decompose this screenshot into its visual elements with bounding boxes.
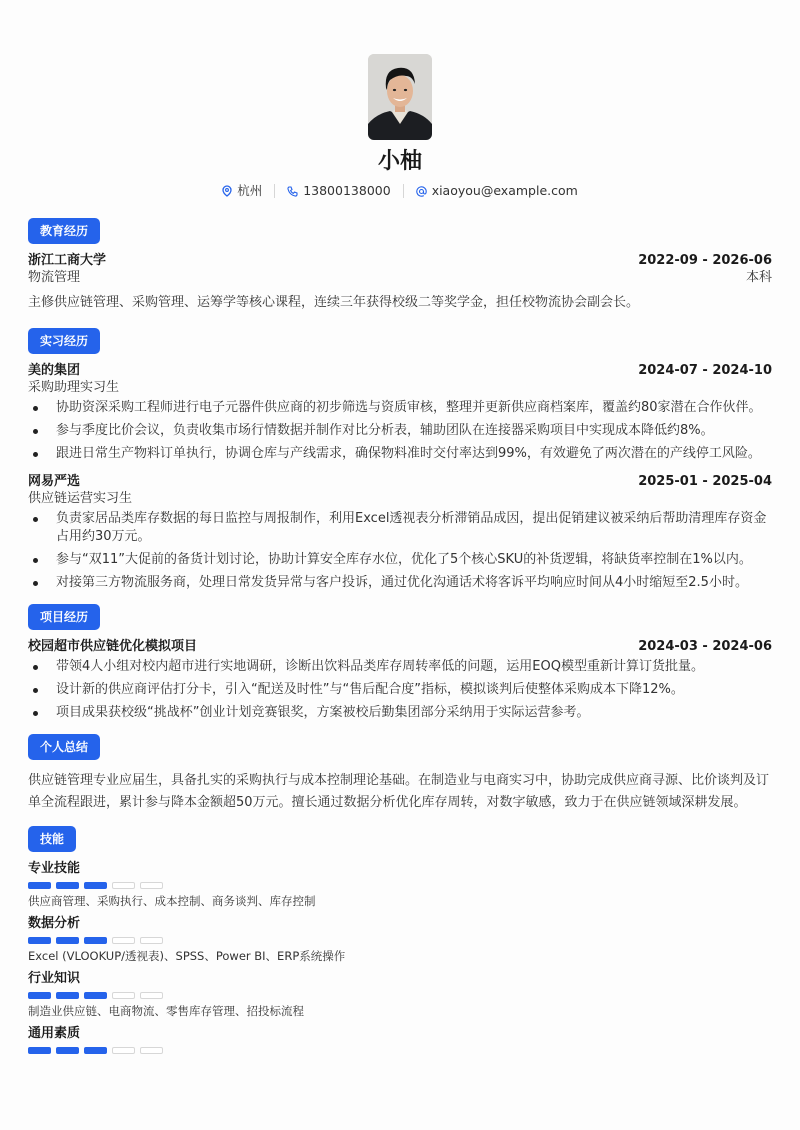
summary-section bbox=[28, 734, 772, 814]
level-bar-empty bbox=[112, 882, 135, 889]
section-heading-project: 项目经历 bbox=[28, 604, 100, 630]
company-name: 网易严选 bbox=[28, 474, 81, 489]
achievement-list bbox=[28, 510, 772, 592]
level-bar-filled bbox=[84, 992, 107, 999]
internship-date: 2025-01 - 2025-04 bbox=[638, 474, 772, 489]
phone-text: 13800138000 bbox=[303, 183, 391, 198]
project-entry bbox=[28, 638, 772, 722]
level-bar-filled bbox=[84, 1047, 107, 1054]
education-description: 主修供应链管理、采购管理、运筹学等核心课程，连续三年获得校级二等奖学金，担任校物流协会副会长。 bbox=[28, 295, 640, 310]
section-heading-summary: 个人总结 bbox=[28, 734, 100, 760]
skill-name: 数据分析 bbox=[28, 916, 81, 931]
level-bar-filled bbox=[56, 1047, 79, 1054]
achievement-list bbox=[28, 658, 772, 722]
skill-description: 供应商管理、采购执行、成本控制、商务谈判、库存控制 bbox=[28, 894, 316, 908]
phone-icon bbox=[287, 186, 298, 197]
section-heading-internship: 实习经历 bbox=[28, 328, 100, 354]
level-bar-filled bbox=[28, 937, 51, 944]
achievement-item: 协助资深采购工程师进行电子元器件供应商的初步筛选与资质审核，整理并更新供应商档案库，覆盖约80家潜在合作伙伴。 bbox=[28, 399, 772, 417]
skill-level-bars bbox=[28, 992, 772, 999]
skill-name: 专业技能 bbox=[28, 861, 81, 876]
level-bar-filled bbox=[56, 937, 79, 944]
achievement-item: 参与“双11”大促前的备货计划讨论，协助计算安全库存水位，优化了5个核心SKU的补货逻辑，将缺货率控制在1%以内。 bbox=[28, 551, 772, 569]
candidate-name: 小柚 bbox=[377, 149, 422, 174]
skill-group bbox=[28, 970, 772, 1019]
achievement-item: 参与季度比价会议，负责收集市场行情数据并制作对比分析表，辅助团队在连接器采购项目中实现成本降低约8%。 bbox=[28, 422, 772, 440]
education-date: 2022-09 - 2026-06 bbox=[638, 253, 772, 268]
contact-email[interactable] bbox=[416, 183, 578, 199]
skill-level-bars bbox=[28, 1047, 772, 1054]
skill-group bbox=[28, 1025, 772, 1054]
level-bar-filled bbox=[84, 937, 107, 944]
company-name: 美的集团 bbox=[28, 363, 81, 378]
level-bar-empty bbox=[140, 882, 163, 889]
skill-name: 行业知识 bbox=[28, 971, 81, 986]
at-sign-icon bbox=[416, 186, 427, 197]
achievement-item: 对接第三方物流服务商，处理日常发货异常与客户投诉，通过优化沟通话术将客诉平均响应时间从4小时缩短至2.5小时。 bbox=[28, 574, 772, 592]
section-heading-skills: 技能 bbox=[28, 826, 76, 852]
achievement-item: 负责家居品类库存数据的每日监控与周报制作，利用Excel透视表分析滞销品成因，提出促销建议被采纳后帮助清理库存资金占用约30万元。 bbox=[28, 510, 772, 546]
skills-section bbox=[28, 826, 772, 1054]
project-section bbox=[28, 604, 772, 722]
job-role: 供应链运营实习生 bbox=[28, 491, 133, 506]
education-entry bbox=[28, 252, 772, 314]
internship-entry bbox=[28, 362, 772, 463]
skill-level-bars bbox=[28, 937, 772, 944]
internship-date: 2024-07 - 2024-10 bbox=[638, 363, 772, 378]
contact-info bbox=[28, 183, 772, 199]
resume-header bbox=[28, 0, 772, 199]
summary-text: 供应链管理专业应届生，具备扎实的采购执行与成本控制理论基础。在制造业与电商实习中，协助完成供应商寻源、比价谈判及订单全流程跟进，累计参与降本金额超50万元。擅长通过数据分析优化库存周转，对数字敏感，致力于在供应链领域深耕发展。 bbox=[28, 773, 770, 810]
level-bar-empty bbox=[112, 937, 135, 944]
achievement-list bbox=[28, 399, 772, 463]
section-heading-education: 教育经历 bbox=[28, 218, 100, 244]
job-role: 采购助理实习生 bbox=[28, 380, 120, 395]
contact-divider bbox=[403, 184, 404, 198]
degree: 本科 bbox=[745, 270, 772, 285]
internship-section bbox=[28, 328, 772, 592]
level-bar-filled bbox=[28, 882, 51, 889]
internship-entry bbox=[28, 473, 772, 592]
skill-level-bars bbox=[28, 882, 772, 889]
skill-group bbox=[28, 915, 772, 964]
level-bar-filled bbox=[56, 882, 79, 889]
achievement-item: 项目成果获校级“挑战杯”创业计划竞赛银奖，方案被校后勤集团部分采纳用于实际运营参考。 bbox=[28, 704, 772, 722]
skill-description: 制造业供应链、电商物流、零售库存管理、招投标流程 bbox=[28, 1004, 304, 1018]
contact-location bbox=[222, 183, 262, 199]
profile-photo bbox=[368, 54, 432, 140]
project-name: 校园超市供应链优化模拟项目 bbox=[28, 639, 198, 654]
skill-description: Excel (VLOOKUP/透视表)、SPSS、Power BI、ERP系统操作 bbox=[28, 949, 346, 963]
skill-group bbox=[28, 860, 772, 909]
level-bar-filled bbox=[56, 992, 79, 999]
level-bar-empty bbox=[112, 992, 135, 999]
level-bar-filled bbox=[28, 1047, 51, 1054]
major: 物流管理 bbox=[28, 270, 81, 285]
education-section bbox=[28, 218, 772, 314]
level-bar-empty bbox=[140, 992, 163, 999]
location-text: 杭州 bbox=[237, 183, 263, 198]
email-text: xiaoyou@example.com bbox=[431, 183, 578, 198]
level-bar-empty bbox=[140, 1047, 163, 1054]
contact-divider bbox=[274, 184, 275, 198]
project-date: 2024-03 - 2024-06 bbox=[638, 639, 772, 654]
achievement-item: 带领4人小组对校内超市进行实地调研，诊断出饮料品类库存周转率低的问题，运用EOQ模型重新计算订货批量。 bbox=[28, 658, 772, 676]
person-portrait-icon bbox=[368, 54, 432, 140]
level-bar-empty bbox=[112, 1047, 135, 1054]
achievement-item: 跟进日常生产物料订单执行，协调仓库与产线需求，确保物料准时交付率达到99%，有效避免了两次潜在的产线停工风险。 bbox=[28, 445, 772, 463]
school-name: 浙江工商大学 bbox=[28, 253, 107, 268]
level-bar-filled bbox=[84, 882, 107, 889]
location-pin-icon bbox=[222, 185, 232, 197]
contact-phone[interactable] bbox=[287, 183, 390, 199]
level-bar-filled bbox=[28, 992, 51, 999]
level-bar-empty bbox=[140, 937, 163, 944]
skill-name: 通用素质 bbox=[28, 1026, 81, 1041]
achievement-item: 设计新的供应商评估打分卡，引入“配送及时性”与“售后配合度”指标，模拟谈判后使整体采购成本下降12%。 bbox=[28, 681, 772, 699]
